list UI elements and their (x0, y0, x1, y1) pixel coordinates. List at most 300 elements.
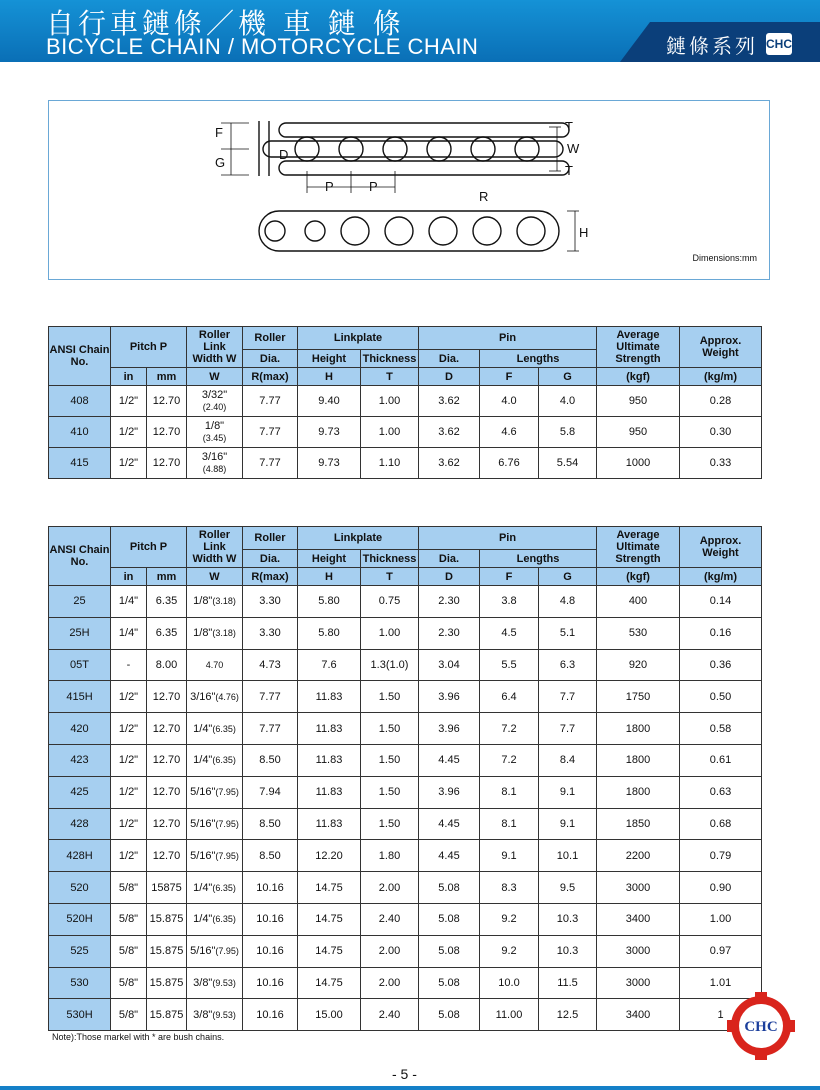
cell-weight: 0.68 (680, 808, 762, 840)
cell-ansi: 410 (49, 417, 111, 448)
cell-strength: 3000 (597, 872, 680, 904)
cell-thickness: 2.00 (361, 935, 419, 967)
cell-thickness: 2.00 (361, 967, 419, 999)
cell-in: 5/8" (111, 999, 147, 1031)
cell-length-f: 7.2 (480, 744, 539, 776)
width-mm: (6.35) (212, 914, 236, 925)
header-f: F (480, 568, 539, 586)
cell-length-g: 7.7 (539, 713, 597, 745)
width-inch: 3/16" (190, 690, 216, 703)
cell-width (187, 417, 243, 448)
series-label: 鏈條系列 (666, 34, 758, 58)
cell-weight: 0.28 (680, 386, 762, 417)
cell-height: 7.6 (298, 649, 361, 681)
header-mm: mm (147, 568, 187, 586)
cell-roller-dia: 7.94 (243, 776, 298, 808)
cell-thickness: 2.40 (361, 903, 419, 935)
cell-roller-dia: 10.16 (243, 967, 298, 999)
cell-pin-dia: 3.62 (419, 448, 480, 479)
header-d: D (419, 368, 480, 386)
cell-strength: 1850 (597, 808, 680, 840)
cell-height: 14.75 (298, 903, 361, 935)
header-f: F (480, 368, 539, 386)
cell-in: 1/2" (111, 681, 147, 713)
header-height: Height (298, 550, 361, 568)
page-banner (0, 0, 820, 62)
header-w: W (187, 568, 243, 586)
cell-strength: 3000 (597, 935, 680, 967)
cell-length-g: 10.3 (539, 903, 597, 935)
spec-table-motorcycle (48, 526, 762, 1031)
cell-height: 9.73 (298, 417, 361, 448)
cell-mm: 15875 (147, 872, 187, 904)
table-row (49, 586, 762, 618)
header-kgm: (kg/m) (680, 568, 762, 586)
cell-pin-dia: 4.45 (419, 808, 480, 840)
label-g: G (215, 155, 226, 170)
cell-pin-dia: 5.08 (419, 872, 480, 904)
label-w: W (567, 141, 580, 156)
cell-width (187, 586, 243, 618)
width-inch: 1/8" (193, 627, 213, 640)
header-in: in (111, 568, 147, 586)
cell-ansi: 428 (49, 808, 111, 840)
cell-mm: 12.70 (147, 386, 187, 417)
header-lengths: Lengths (480, 350, 597, 368)
cell-thickness: 1.80 (361, 840, 419, 872)
table-row (49, 903, 762, 935)
cell-weight: 0.36 (680, 649, 762, 681)
header-g: G (539, 568, 597, 586)
table-row (49, 935, 762, 967)
cell-length-g: 5.8 (539, 417, 597, 448)
cell-length-f: 8.1 (480, 808, 539, 840)
cell-roller-dia: 7.77 (243, 386, 298, 417)
cell-weight: 0.58 (680, 713, 762, 745)
cell-roller-dia: 7.77 (243, 713, 298, 745)
header-pin: Pin (419, 527, 597, 550)
cell-height: 5.80 (298, 617, 361, 649)
cell-pin-dia: 3.96 (419, 681, 480, 713)
cell-length-f: 5.5 (480, 649, 539, 681)
cell-weight: 0.97 (680, 935, 762, 967)
cell-pin-dia: 3.96 (419, 776, 480, 808)
cell-in: 1/4" (111, 586, 147, 618)
header-pin: Pin (419, 327, 597, 350)
cell-ansi: 428H (49, 840, 111, 872)
header-roller: Roller (243, 527, 298, 550)
cell-mm: 6.35 (147, 617, 187, 649)
width-inch: 1/4" (193, 881, 213, 894)
cell-pin-dia: 3.62 (419, 386, 480, 417)
cell-pin-dia: 5.08 (419, 935, 480, 967)
cell-length-g: 6.3 (539, 649, 597, 681)
cell-strength: 2200 (597, 840, 680, 872)
cell-strength: 1800 (597, 713, 680, 745)
width-mm: (3.45) (202, 433, 227, 443)
header-strength: Average Ultimate Strength (597, 327, 680, 368)
cell-height: 11.83 (298, 776, 361, 808)
cell-pin-dia: 4.45 (419, 840, 480, 872)
cell-in: 1/2" (111, 417, 147, 448)
table-row (49, 448, 762, 479)
cell-roller-dia: 10.16 (243, 903, 298, 935)
header-linkplate: Linkplate (298, 527, 419, 550)
header-h: H (298, 568, 361, 586)
cell-mm: 12.70 (147, 681, 187, 713)
table1-body (49, 386, 762, 479)
header-roller: Roller (243, 327, 298, 350)
cell-ansi: 530 (49, 967, 111, 999)
cell-pin-dia: 5.08 (419, 903, 480, 935)
cell-height: 15.00 (298, 999, 361, 1031)
width-mm: (7.95) (215, 787, 239, 798)
width-inch: 1/8" (193, 595, 213, 608)
cell-ansi: 525 (49, 935, 111, 967)
cell-pin-dia: 3.96 (419, 713, 480, 745)
cell-weight: 0.16 (680, 617, 762, 649)
cell-weight: 0.30 (680, 417, 762, 448)
cell-width (187, 872, 243, 904)
cell-height: 14.75 (298, 872, 361, 904)
label-f: F (215, 125, 223, 140)
cell-pin-dia: 3.04 (419, 649, 480, 681)
cell-mm: 6.35 (147, 586, 187, 618)
width-mm: (4.88) (202, 464, 227, 474)
cell-mm: 12.70 (147, 417, 187, 448)
cell-length-f: 10.0 (480, 967, 539, 999)
table-row (49, 776, 762, 808)
cell-length-f: 11.00 (480, 999, 539, 1031)
cell-in: 1/2" (111, 808, 147, 840)
cell-width (187, 617, 243, 649)
cell-length-f: 9.2 (480, 903, 539, 935)
page-number: - 5 - (392, 1066, 417, 1082)
cell-in: 5/8" (111, 967, 147, 999)
table-row (49, 713, 762, 745)
header-pitch: Pitch P (111, 527, 187, 568)
table-row (49, 386, 762, 417)
cell-length-f: 9.2 (480, 935, 539, 967)
table-row (49, 999, 762, 1031)
cell-strength: 1000 (597, 448, 680, 479)
cell-strength: 1800 (597, 776, 680, 808)
header-lengths: Lengths (480, 550, 597, 568)
cell-strength: 3000 (597, 967, 680, 999)
cell-roller-dia: 7.77 (243, 448, 298, 479)
table2-body (49, 586, 762, 1031)
header-width: Roller Link Width W (187, 327, 243, 368)
cell-thickness: 1.50 (361, 808, 419, 840)
header-roller-dia: Dia. (243, 550, 298, 568)
cell-length-g: 9.1 (539, 776, 597, 808)
cell-mm: 15.875 (147, 967, 187, 999)
cell-length-f: 8.3 (480, 872, 539, 904)
cell-thickness: 1.00 (361, 617, 419, 649)
cell-length-f: 9.1 (480, 840, 539, 872)
cell-weight: 0.61 (680, 744, 762, 776)
cell-roller-dia: 8.50 (243, 808, 298, 840)
cell-roller-dia: 7.77 (243, 681, 298, 713)
cell-ansi: 520H (49, 903, 111, 935)
cell-length-g: 5.54 (539, 448, 597, 479)
width-inch: 5/16" (190, 849, 216, 862)
cell-height: 5.80 (298, 586, 361, 618)
cell-roller-dia: 3.30 (243, 617, 298, 649)
cell-mm: 12.70 (147, 840, 187, 872)
header-linkplate: Linkplate (298, 327, 419, 350)
cell-thickness: 1.50 (361, 681, 419, 713)
cell-width (187, 386, 243, 417)
header-t: T (361, 368, 419, 386)
table-row (49, 872, 762, 904)
cell-thickness: 1.3(1.0) (361, 649, 419, 681)
cell-ansi: 520 (49, 872, 111, 904)
cell-weight: 0.33 (680, 448, 762, 479)
header-kgf: (kgf) (597, 568, 680, 586)
cell-weight: 1 (680, 999, 762, 1031)
header-height: Height (298, 350, 361, 368)
cell-weight: 1.01 (680, 967, 762, 999)
cell-width (187, 999, 243, 1031)
cell-in: 1/2" (111, 776, 147, 808)
spec-table-bicycle (48, 326, 762, 479)
footnote: Note):Those markel with * are bush chains. (52, 1032, 225, 1042)
cell-height: 11.83 (298, 744, 361, 776)
cell-length-g: 7.7 (539, 681, 597, 713)
cell-height: 14.75 (298, 935, 361, 967)
cell-weight: 0.79 (680, 840, 762, 872)
chc-badge-logo (722, 990, 800, 1062)
cell-length-g: 9.5 (539, 872, 597, 904)
width-mm: (4.76) (215, 691, 239, 702)
cell-strength: 530 (597, 617, 680, 649)
cell-length-g: 10.3 (539, 935, 597, 967)
header-roller-dia: Dia. (243, 350, 298, 368)
cell-length-g: 10.1 (539, 840, 597, 872)
cell-strength: 400 (597, 586, 680, 618)
cell-length-f: 3.8 (480, 586, 539, 618)
table-row (49, 744, 762, 776)
cell-strength: 1800 (597, 744, 680, 776)
header-thickness: Thickness (361, 350, 419, 368)
label-r: R (479, 189, 489, 204)
dimensions-note: Dimensions:mm (692, 253, 757, 263)
cell-pin-dia: 4.45 (419, 744, 480, 776)
cell-pin-dia: 2.30 (419, 586, 480, 618)
label-p2: P (369, 179, 378, 194)
chain-drawing (49, 101, 771, 281)
cell-width (187, 967, 243, 999)
cell-length-f: 8.1 (480, 776, 539, 808)
cell-ansi: 415 (49, 448, 111, 479)
cell-length-g: 11.5 (539, 967, 597, 999)
cell-pin-dia: 5.08 (419, 967, 480, 999)
width-inch: 3/8" (193, 976, 213, 989)
cell-in: 1/4" (111, 617, 147, 649)
cell-height: 11.83 (298, 713, 361, 745)
cell-roller-dia: 7.77 (243, 417, 298, 448)
cell-mm: 15.875 (147, 903, 187, 935)
header-rmax: R(max) (243, 368, 298, 386)
table-row (49, 617, 762, 649)
cell-width (187, 903, 243, 935)
header-weight: Approx. Weight (680, 327, 762, 368)
cell-length-f: 7.2 (480, 713, 539, 745)
width-inch: 1/4" (193, 754, 213, 767)
header-pin-dia: Dia. (419, 350, 480, 368)
header-ansi: ANSI Chain No. (49, 527, 111, 586)
cell-length-g: 12.5 (539, 999, 597, 1031)
header-in: in (111, 368, 147, 386)
cell-length-f: 4.6 (480, 417, 539, 448)
brand-logo: CHC (766, 33, 792, 55)
cell-length-f: 6.4 (480, 681, 539, 713)
cell-height: 14.75 (298, 967, 361, 999)
cell-length-f: 4.0 (480, 386, 539, 417)
cell-width (187, 935, 243, 967)
cell-weight: 1.00 (680, 903, 762, 935)
header-g: G (539, 368, 597, 386)
cell-in: 5/8" (111, 935, 147, 967)
width-mm: (3.18) (212, 628, 236, 639)
cell-ansi: 423 (49, 744, 111, 776)
cell-roller-dia: 8.50 (243, 744, 298, 776)
width-inch: 5/16" (190, 786, 216, 799)
width-inch: 5/16" (190, 945, 216, 958)
header-kgm: (kg/m) (680, 368, 762, 386)
cell-roller-dia: 10.16 (243, 999, 298, 1031)
cell-thickness: 0.75 (361, 586, 419, 618)
cell-length-g: 9.1 (539, 808, 597, 840)
width-inch: 1/4" (193, 722, 213, 735)
width-inch: 3/32" (201, 389, 228, 401)
cell-pin-dia: 5.08 (419, 999, 480, 1031)
cell-in: 1/2" (111, 713, 147, 745)
cell-strength: 950 (597, 417, 680, 448)
label-d: D (279, 147, 289, 162)
cell-height: 9.40 (298, 386, 361, 417)
cell-length-f: 4.5 (480, 617, 539, 649)
cell-ansi: 408 (49, 386, 111, 417)
cell-width (187, 776, 243, 808)
cell-mm: 12.70 (147, 448, 187, 479)
header-weight: Approx. Weight (680, 527, 762, 568)
cell-length-g: 4.8 (539, 586, 597, 618)
cell-width (187, 808, 243, 840)
cell-mm: 12.70 (147, 744, 187, 776)
cell-pin-dia: 2.30 (419, 617, 480, 649)
header-ansi: ANSI Chain No. (49, 327, 111, 386)
width-inch: 5/16" (190, 817, 216, 830)
cell-thickness: 2.40 (361, 999, 419, 1031)
cell-ansi: 530H (49, 999, 111, 1031)
cell-thickness: 1.00 (361, 417, 419, 448)
table-row (49, 840, 762, 872)
cell-in: 1/2" (111, 448, 147, 479)
cell-height: 9.73 (298, 448, 361, 479)
cell-weight: 0.14 (680, 586, 762, 618)
cell-thickness: 1.10 (361, 448, 419, 479)
cell-length-g: 4.0 (539, 386, 597, 417)
badge-text: CHC (744, 1019, 778, 1035)
cell-ansi: 415H (49, 681, 111, 713)
width-inch: 3/8" (193, 1008, 213, 1021)
width-mm: (6.35) (212, 755, 236, 766)
cell-height: 12.20 (298, 840, 361, 872)
width-mm: (7.95) (215, 850, 239, 861)
width-mm: (6.35) (212, 723, 236, 734)
cell-strength: 3400 (597, 999, 680, 1031)
cell-roller-dia: 8.50 (243, 840, 298, 872)
header-kgf: (kgf) (597, 368, 680, 386)
cell-ansi: 425 (49, 776, 111, 808)
cell-roller-dia: 4.73 (243, 649, 298, 681)
header-mm: mm (147, 368, 187, 386)
cell-mm: 8.00 (147, 649, 187, 681)
header-d: D (419, 568, 480, 586)
header-h: H (298, 368, 361, 386)
cell-width (187, 713, 243, 745)
width-mm: (9.53) (212, 977, 236, 988)
cell-mm: 12.70 (147, 808, 187, 840)
label-t-bottom: T (565, 163, 573, 178)
cell-strength: 920 (597, 649, 680, 681)
cell-mm: 15.875 (147, 999, 187, 1031)
cell-mm: 12.70 (147, 713, 187, 745)
header-strength: Average Ultimate Strength (597, 527, 680, 568)
label-h: H (579, 225, 589, 240)
cell-length-g: 8.4 (539, 744, 597, 776)
cell-ansi: 25H (49, 617, 111, 649)
cell-roller-dia: 10.16 (243, 872, 298, 904)
header-w: W (187, 368, 243, 386)
footer-rule (0, 1086, 820, 1090)
table-row (49, 649, 762, 681)
cell-ansi: 420 (49, 713, 111, 745)
width-mm: (3.18) (212, 596, 236, 607)
header-pin-dia: Dia. (419, 550, 480, 568)
cell-height: 11.83 (298, 681, 361, 713)
cell-mm: 15.875 (147, 935, 187, 967)
width-inch: 1/8" (204, 420, 225, 432)
cell-height: 11.83 (298, 808, 361, 840)
cell-in: 5/8" (111, 903, 147, 935)
cell-thickness: 1.50 (361, 776, 419, 808)
table-row (49, 967, 762, 999)
cell-pin-dia: 3.62 (419, 417, 480, 448)
cell-weight: 0.63 (680, 776, 762, 808)
cell-length-f: 6.76 (480, 448, 539, 479)
label-t-top: T (565, 119, 573, 134)
chain-diagram (48, 100, 770, 280)
width-mm: (7.95) (215, 818, 239, 829)
cell-thickness: 1.50 (361, 744, 419, 776)
cell-strength: 3400 (597, 903, 680, 935)
header-pitch: Pitch P (111, 327, 187, 368)
width-mm: (7.95) (215, 946, 239, 957)
width-mm: 4.70 (205, 659, 224, 670)
cell-ansi: 05T (49, 649, 111, 681)
cell-weight: 0.90 (680, 872, 762, 904)
cell-roller-dia: 10.16 (243, 935, 298, 967)
label-p1: P (325, 179, 334, 194)
cell-width (187, 649, 243, 681)
cell-in: 5/8" (111, 872, 147, 904)
cell-in: 1/2" (111, 744, 147, 776)
cell-thickness: 1.00 (361, 386, 419, 417)
cell-in: - (111, 649, 147, 681)
